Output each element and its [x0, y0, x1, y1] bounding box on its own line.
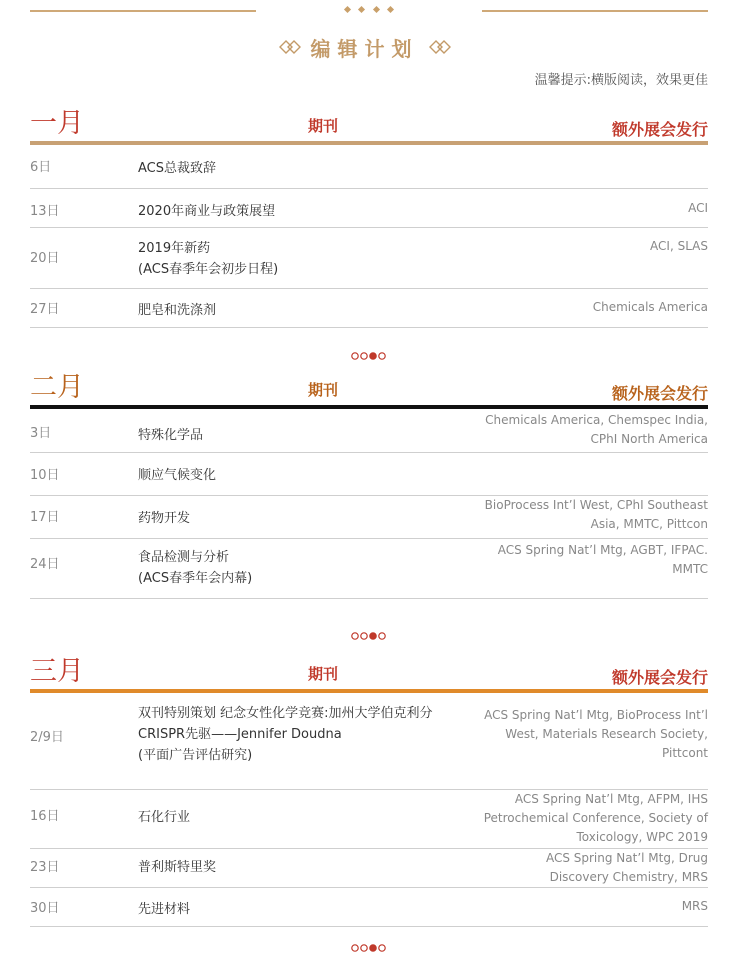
extra-shows	[498, 541, 708, 579]
shows-line: BioProcess Int’l West, CPhI Southeast	[484, 498, 708, 512]
topic-line: ACS总裁致辞	[138, 161, 216, 176]
shows-line: ACS Spring Nat’l Mtg, Drug	[545, 851, 708, 865]
issue-topic	[138, 465, 216, 486]
issue-topic	[138, 508, 190, 529]
issue-topic	[138, 703, 433, 766]
extra-shows	[650, 237, 708, 256]
journal-column-label: 期刊	[308, 117, 339, 135]
shows-line: CPhI North America	[590, 432, 708, 446]
issue-topic	[138, 857, 216, 878]
page-title: 编辑计划	[310, 36, 419, 61]
schedule-row	[30, 539, 708, 599]
top-rule-right	[482, 10, 708, 12]
schedule-row	[30, 409, 708, 453]
schedule-row	[30, 145, 708, 189]
page-title-row	[0, 32, 729, 62]
shows-line: MRS	[681, 899, 708, 913]
month-section	[30, 370, 708, 599]
issue-date: 27日	[30, 302, 60, 317]
issue-date: 20日	[30, 251, 60, 266]
month-name: 一月	[30, 108, 84, 139]
issue-date: 17日	[30, 510, 60, 525]
schedule-row	[30, 790, 708, 849]
shows-line: Asia, MMTC, Pittcon	[590, 517, 708, 531]
topic-line: (ACS春季年会内幕)	[138, 571, 253, 586]
schedule-row	[30, 693, 708, 790]
shows-line: ACS Spring Nat’l Mtg, BioProcess Int’l	[484, 708, 708, 722]
topic-line: 石化行业	[138, 810, 191, 825]
shows-line: ACI, SLAS	[650, 239, 708, 253]
month-name: 三月	[30, 656, 84, 687]
issue-topic	[138, 158, 216, 179]
topic-line: 特殊化学品	[138, 428, 204, 443]
shows-line: West, Materials Research Society,	[505, 727, 708, 741]
shows-line: Pittcont	[662, 746, 708, 760]
issue-topic	[138, 238, 278, 280]
top-decoration	[0, 0, 729, 30]
issue-date: 30日	[30, 901, 60, 916]
month-header	[30, 370, 708, 404]
month-header	[30, 654, 708, 688]
shows-line: ACI	[688, 201, 708, 215]
shows-line: Toxicology, WPC 2019	[576, 830, 708, 844]
topic-line: 食品检测与分析	[138, 550, 230, 565]
shows-line: MMTC	[672, 562, 708, 576]
issue-topic	[138, 300, 216, 321]
shows-line: Chemicals America	[592, 300, 708, 314]
schedule-row	[30, 228, 708, 289]
extra-shows	[485, 496, 708, 534]
topic-line: 肥皂和洗涤剂	[138, 303, 217, 318]
schedule-row	[30, 453, 708, 496]
issue-topic	[138, 201, 275, 222]
topic-line: 药物开发	[138, 511, 191, 526]
issue-topic	[138, 807, 190, 828]
issue-date: 16日	[30, 809, 60, 824]
issue-date: 24日	[30, 557, 60, 572]
extra-shows	[485, 411, 708, 449]
extra-shows	[688, 199, 708, 218]
extra-shows	[484, 790, 708, 847]
journal-column-label: 期刊	[308, 665, 339, 683]
extra-shows	[546, 849, 708, 887]
schedule-row	[30, 189, 708, 228]
month-section	[30, 654, 708, 927]
issue-topic	[138, 899, 190, 920]
month-name: 二月	[30, 372, 84, 403]
issue-date: 2/9日	[30, 730, 64, 745]
double-diamond-icon	[429, 40, 451, 54]
month-section	[30, 106, 708, 328]
extra-shows	[484, 706, 708, 763]
reading-tip: 温馨提示:横版阅读，效果更佳	[534, 73, 708, 88]
schedule-row	[30, 849, 708, 888]
issue-date: 23日	[30, 860, 60, 875]
pagination-dots-icon	[350, 943, 390, 953]
schedule-row	[30, 496, 708, 539]
issue-date: 3日	[30, 426, 52, 441]
shows-line: ACS Spring Nat’l Mtg, AFPM, IHS	[514, 792, 708, 806]
topic-line: 双刊特别策划 纪念女性化学竞赛:加州大学伯克利分	[138, 706, 433, 721]
issue-topic	[138, 547, 252, 589]
schedule-row	[30, 888, 708, 927]
pagination-dots-icon	[350, 631, 390, 641]
shows-line: Petrochemical Conference, Society of	[483, 811, 708, 825]
pagination-dots-icon	[350, 351, 390, 361]
topic-line: 2020年商业与政策展望	[138, 204, 276, 219]
topic-line: 先进材料	[138, 902, 191, 917]
shows-line: ACS Spring Nat’l Mtg, AGBT, IFPAC.	[497, 543, 708, 557]
topic-line: (平面广告评估研究)	[138, 748, 253, 763]
pagination-dots	[350, 346, 390, 356]
issue-topic	[138, 425, 203, 446]
top-rule-left	[30, 10, 256, 12]
pagination-dots	[350, 938, 390, 948]
topic-line: 2019年新药	[138, 241, 211, 256]
topic-line: 普利斯特里奖	[138, 860, 217, 875]
extra-shows-column-label: 额外展会发行	[611, 120, 708, 139]
extra-shows	[593, 298, 708, 317]
extra-shows-column-label: 额外展会发行	[611, 384, 708, 403]
pagination-dots	[350, 626, 390, 636]
shows-line: Discovery Chemistry, MRS	[549, 870, 708, 884]
top-dots-ornament	[345, 7, 393, 12]
extra-shows-column-label: 额外展会发行	[611, 668, 708, 687]
issue-date: 10日	[30, 468, 60, 483]
double-diamond-icon	[279, 40, 301, 54]
month-header	[30, 106, 708, 140]
shows-line: Chemicals America, Chemspec India,	[485, 413, 708, 427]
topic-line: CRISPR先驱——Jennifer Doudna	[138, 727, 342, 742]
extra-shows	[682, 897, 708, 916]
schedule-row	[30, 289, 708, 328]
issue-date: 13日	[30, 204, 60, 219]
issue-date: 6日	[30, 160, 52, 175]
journal-column-label: 期刊	[308, 381, 339, 399]
topic-line: 顺应气候变化	[138, 468, 217, 483]
topic-line: (ACS春季年会初步日程)	[138, 262, 279, 277]
